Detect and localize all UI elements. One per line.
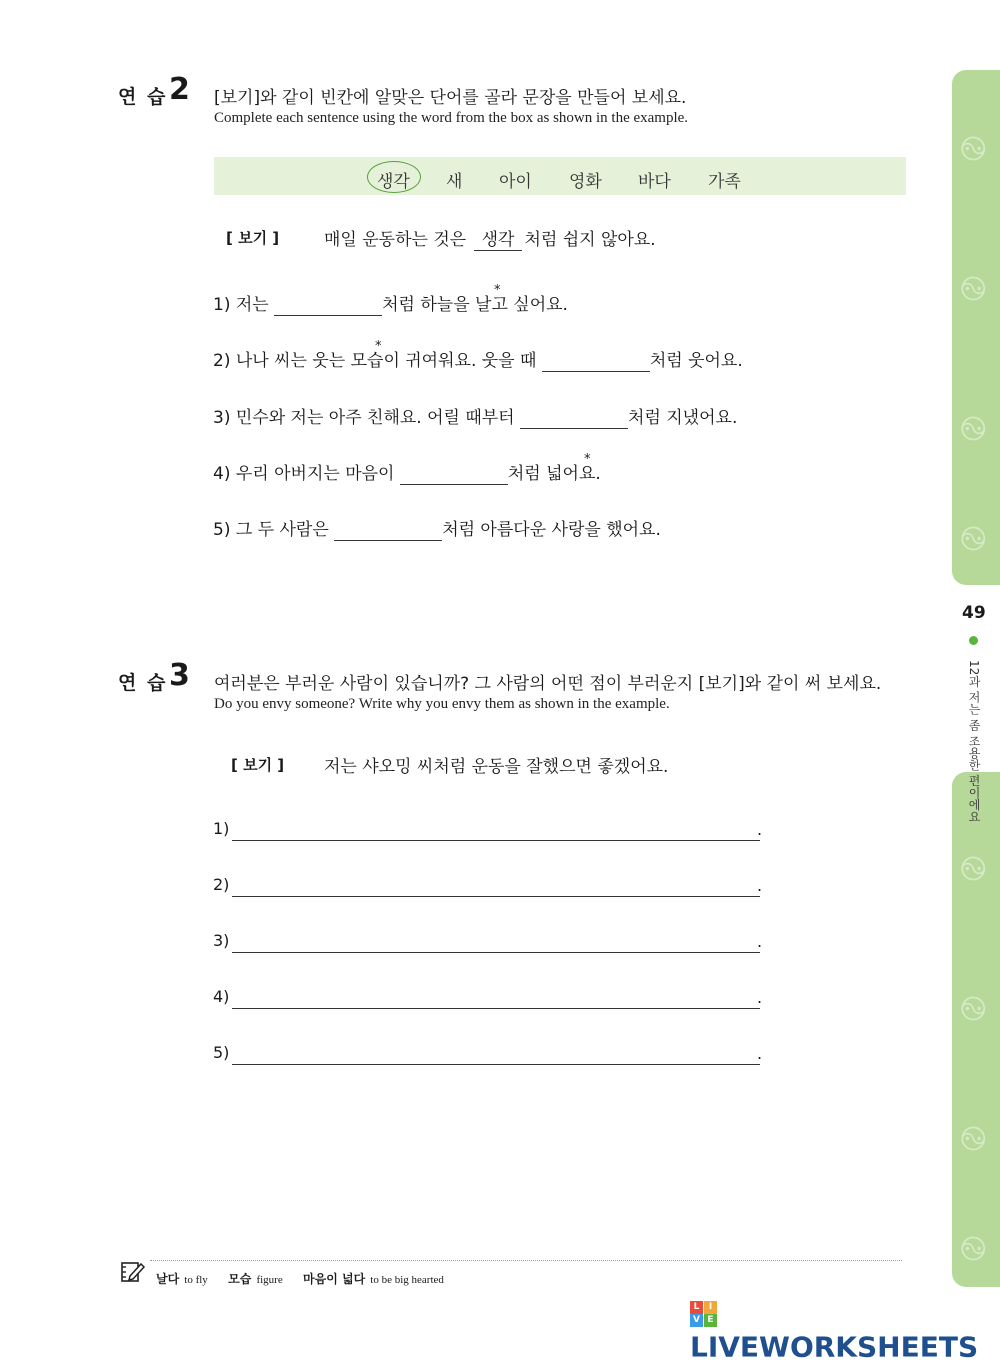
gloss-en: to be big hearted — [370, 1274, 444, 1286]
answer-number: 5) — [213, 1043, 230, 1062]
chapter-title: 12과 저는 좀 조용한 편이에요 — [967, 660, 981, 823]
instruction-ko: 여러분은 부러운 사람이 있습니까? 그 사람의 어떤 점이 부러운지 [보기]와 같이 써 보세요. — [214, 674, 882, 694]
asterisk-mark: * — [584, 452, 591, 467]
note-pencil-icon — [120, 1260, 146, 1288]
line-end-period: . — [757, 876, 763, 895]
bullet-dot-icon — [969, 636, 978, 645]
example-tag: [ 보기 ] — [226, 229, 280, 247]
answer-number: 4) — [213, 987, 230, 1006]
gloss-en: to fly — [184, 1274, 208, 1286]
answer-blank-5[interactable] — [334, 522, 442, 541]
swirl-ornament-icon: ࿊ — [960, 989, 987, 1029]
logo-box: I — [704, 1301, 717, 1314]
sentence-pre: 4) 우리 아버지는 마음이 — [213, 464, 395, 484]
answer-line-5[interactable] — [232, 1038, 763, 1065]
example-sentence — [324, 225, 656, 251]
answer-number: 3) — [213, 931, 230, 950]
answer-blank-3[interactable] — [520, 410, 628, 429]
logo-box: L — [690, 1301, 703, 1314]
sentence-post: 처럼 하늘을 날고 싶어요. — [382, 295, 568, 315]
exercise-label: 연 습 — [118, 86, 168, 108]
answer-number: 2) — [213, 875, 230, 894]
liveworksheets-logo — [690, 1296, 1000, 1364]
sentence-pre: 5) 그 두 사람은 — [213, 520, 329, 540]
logo-text: LIVEWORKSHEETS — [690, 1330, 979, 1364]
sentence-5 — [213, 515, 661, 541]
example-answer: 생각 — [474, 225, 523, 251]
answer-line-2[interactable] — [232, 870, 763, 897]
word-option: 바다 — [638, 172, 671, 192]
answer-blank-4[interactable] — [400, 466, 508, 485]
word-option: 생각 — [377, 172, 410, 192]
swirl-ornament-icon: ࿊ — [960, 269, 987, 309]
sentence-4 — [213, 459, 601, 485]
exercise-label: 연 습 — [118, 672, 168, 694]
answer-number: 1) — [213, 819, 230, 838]
line-end-period: . — [757, 988, 763, 1007]
gloss-ko: 마음이 넓다 — [303, 1272, 366, 1286]
glossary — [156, 1268, 444, 1287]
logo-box: V — [690, 1314, 703, 1327]
answer-line-1[interactable] — [232, 814, 763, 841]
gloss-ko: 모습 — [228, 1272, 252, 1286]
sentence-1 — [213, 290, 568, 316]
page-number: 49 — [962, 603, 986, 623]
example-sentence: 저는 샤오밍 씨처럼 운동을 잘했으면 좋겠어요. — [324, 757, 669, 777]
sentence-post: 처럼 넓어요. — [507, 464, 601, 484]
word-bank — [214, 157, 906, 195]
example-post: 처럼 쉽지 않아요. — [524, 230, 656, 250]
instruction-ko: [보기]와 같이 빈칸에 알맞은 단어를 골라 문장을 만들어 보세요. — [214, 88, 687, 108]
answer-blank-1[interactable] — [274, 297, 382, 316]
example-tag: [ 보기 ] — [231, 756, 285, 774]
example-pre: 매일 운동하는 것은 — [324, 230, 467, 250]
instruction-en: Do you envy someone? Write why you envy them as shown in the example. — [214, 696, 670, 712]
sentence-post: 처럼 지냈어요. — [628, 408, 738, 428]
swirl-ornament-icon: ࿊ — [960, 409, 987, 449]
footer-divider — [150, 1260, 902, 1261]
word-option: 아이 — [499, 172, 532, 192]
sentence-post: 처럼 아름다운 사랑을 했어요. — [442, 520, 661, 540]
line-end-period: . — [757, 1044, 763, 1063]
asterisk-mark: * — [375, 339, 382, 354]
logo-box: E — [704, 1314, 717, 1327]
answer-line-4[interactable] — [232, 982, 763, 1009]
asterisk-mark: * — [494, 283, 501, 298]
gloss-ko: 날다 — [156, 1272, 180, 1286]
instruction-en: Complete each sentence using the word from the box as shown in the example. — [214, 110, 689, 126]
sentence-pre: 1) 저는 — [213, 295, 269, 315]
sentence-post: 처럼 웃어요. — [649, 351, 743, 371]
sentence-pre: 3) 민수와 저는 아주 친해요. 어릴 때부터 — [213, 408, 515, 428]
swirl-ornament-icon: ࿊ — [960, 849, 987, 889]
swirl-ornament-icon: ࿊ — [960, 1229, 987, 1269]
word-option: 새 — [446, 172, 463, 192]
word-option: 가족 — [708, 172, 741, 192]
word-option: 영화 — [569, 172, 602, 192]
sentence-pre: 2) 나나 씨는 웃는 모습이 귀여워요. 웃을 때 — [213, 351, 537, 371]
swirl-ornament-icon: ࿊ — [960, 519, 987, 559]
swirl-ornament-icon: ࿊ — [960, 129, 987, 169]
swirl-ornament-icon: ࿊ — [960, 1119, 987, 1159]
answer-line-3[interactable] — [232, 926, 763, 953]
answer-blank-2[interactable] — [542, 353, 650, 372]
sentence-3 — [213, 403, 737, 429]
exercise-number: 3 — [169, 658, 190, 693]
gloss-en: figure — [256, 1274, 283, 1286]
sentence-2 — [213, 346, 743, 372]
line-end-period: . — [757, 820, 763, 839]
exercise-number: 2 — [169, 72, 190, 107]
line-end-period: . — [757, 932, 763, 951]
